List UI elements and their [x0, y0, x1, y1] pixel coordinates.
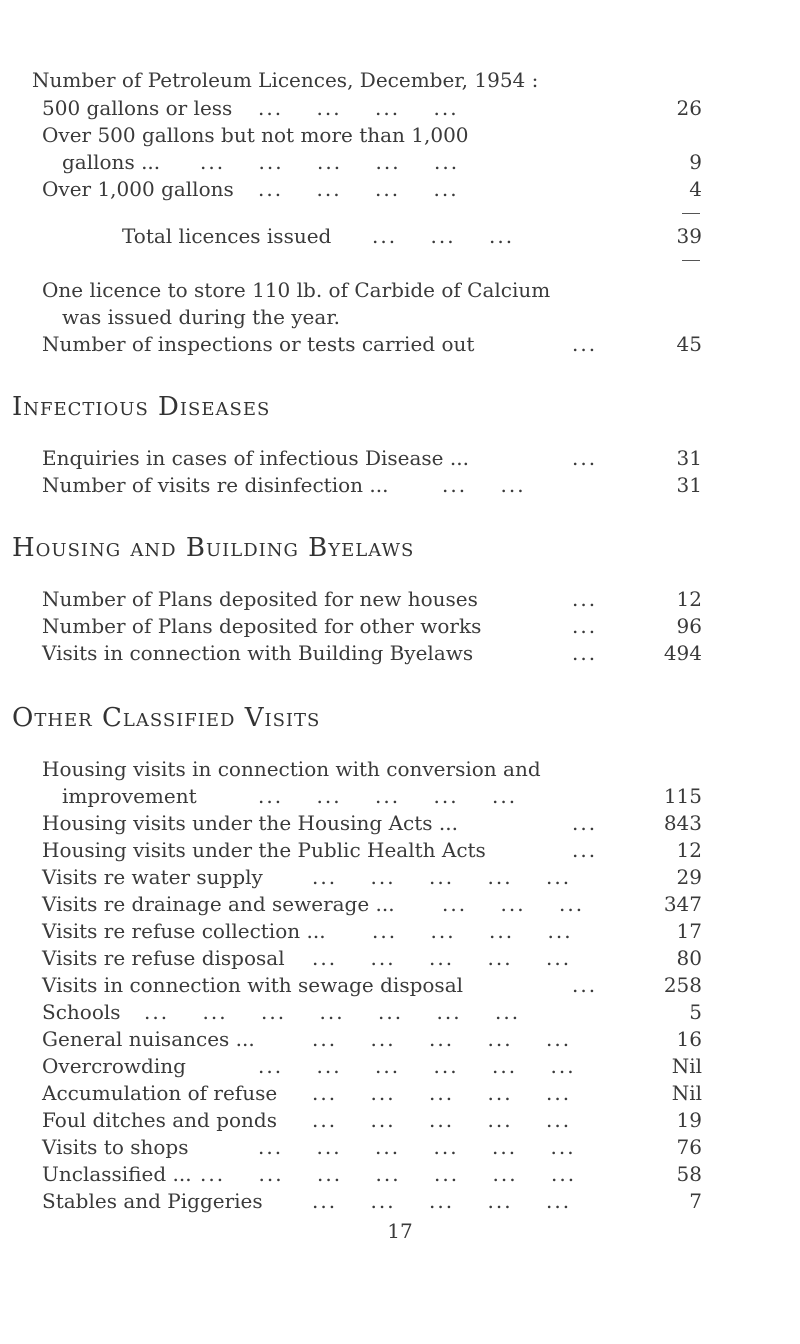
total-value: 39	[676, 224, 702, 248]
infectious-row-value: 31	[676, 446, 702, 470]
petroleum-row-label-cont: gallons ...	[62, 150, 161, 174]
leader-dots: ...	[572, 614, 598, 638]
leader-dots: ... ... ... ... ...	[312, 1027, 572, 1051]
carbide-note: One licence to store 110 lb. of Carbide of Calcium	[42, 278, 551, 302]
housing-row-value: 494	[663, 641, 702, 665]
section-heading: Housing and Building Byelaws	[12, 533, 415, 563]
other-row-label: General nuisances ...	[42, 1027, 255, 1051]
housing-row-label: Number of Plans deposited for new houses	[42, 587, 478, 611]
other-row-value: 58	[676, 1162, 702, 1186]
leader-dots: ... ... ... ...	[372, 919, 573, 943]
other-row-value: 76	[676, 1135, 702, 1159]
other-row-label: Stables and Piggeries	[42, 1189, 263, 1213]
section-heading: Infectious Diseases	[12, 392, 271, 422]
leader-dots: ... ... ... ... ... ...	[258, 1135, 576, 1159]
other-row-label: Housing visits under the Housing Acts ...	[42, 811, 458, 835]
other-row-label: Unclassified ...	[42, 1162, 192, 1186]
other-row-value: 7	[689, 1189, 702, 1213]
leader-dots: ...	[572, 973, 598, 997]
infectious-row-label: Enquiries in cases of infectious Disease ...	[42, 446, 469, 470]
other-row-value: 5	[689, 1000, 702, 1024]
inspections-value: 45	[676, 332, 702, 356]
leader-dots: ... ... ... ... ...	[312, 1081, 572, 1105]
other-row-value: Nil	[671, 1054, 702, 1078]
other-row-value: 19	[676, 1108, 702, 1132]
other-row-value: Nil	[671, 1081, 702, 1105]
leader-dots: ... ... ... ... ...	[258, 784, 518, 808]
leader-dots: ... ... ... ... ...	[200, 150, 460, 174]
total-rule-top	[682, 213, 700, 214]
leader-dots: ... ... ... ... ...	[312, 1108, 572, 1132]
housing-row-label: Number of Plans deposited for other works	[42, 614, 482, 638]
leader-dots: ... ... ... ...	[258, 177, 459, 201]
leader-dots: ...	[572, 641, 598, 665]
housing-row-label: Visits in connection with Building Byelaws	[42, 641, 474, 665]
inspections-label: Number of inspections or tests carried out	[42, 332, 475, 356]
carbide-note-cont: was issued during the year.	[62, 305, 341, 329]
petroleum-title: Number of Petroleum Licences, December, 1954 :	[32, 68, 539, 92]
leader-dots: ...	[572, 332, 598, 356]
other-row-label: Visits to shops	[42, 1135, 189, 1159]
other-row-label: Visits re drainage and sewerage ...	[42, 892, 395, 916]
infectious-row-value: 31	[676, 473, 702, 497]
other-row-value: 347	[663, 892, 702, 916]
leader-dots: ...	[572, 587, 598, 611]
petroleum-row-value: 26	[676, 96, 702, 120]
leader-dots: ...	[572, 446, 598, 470]
other-row-label: Schools	[42, 1000, 121, 1024]
petroleum-row-label: Over 500 gallons but not more than 1,000	[42, 123, 469, 147]
petroleum-row-label: 500 gallons or less	[42, 96, 233, 120]
other-row-value: 17	[676, 919, 702, 943]
other-row-value: 16	[676, 1027, 702, 1051]
housing-row-value: 96	[676, 614, 702, 638]
other-row-label: Overcrowding	[42, 1054, 186, 1078]
leader-dots: ... ... ... ... ...	[312, 946, 572, 970]
other-row-value: 843	[663, 811, 702, 835]
other-row-label: Housing visits in connection with conversion and	[42, 757, 541, 781]
other-row-label: Visits in connection with sewage disposal	[42, 973, 464, 997]
other-row-value: 80	[676, 946, 702, 970]
leader-dots: ... ... ...	[442, 892, 585, 916]
infectious-row-label: Number of visits re disinfection ...	[42, 473, 389, 497]
leader-dots: ... ... ...	[372, 224, 515, 248]
total-rule-bottom	[682, 260, 700, 261]
other-row-value: 258	[663, 973, 702, 997]
leader-dots: ... ... ... ... ...	[312, 1189, 572, 1213]
leader-dots: ...	[572, 811, 598, 835]
other-row-value: 29	[676, 865, 702, 889]
other-row-label-cont: improvement	[62, 784, 197, 808]
other-row-value: 12	[676, 838, 702, 862]
leader-dots: ... ... ... ... ...	[312, 865, 572, 889]
other-row-label: Visits re water supply	[42, 865, 263, 889]
other-row-label: Foul ditches and ponds	[42, 1108, 277, 1132]
page-number: 17	[387, 1219, 413, 1243]
leader-dots: ... ... ... ...	[258, 96, 459, 120]
other-row-label: Housing visits under the Public Health Acts	[42, 838, 486, 862]
leader-dots: ... ...	[442, 473, 526, 497]
leader-dots: ... ... ... ... ... ...	[258, 1054, 576, 1078]
petroleum-row-value: 9	[689, 150, 702, 174]
petroleum-row-label: Over 1,000 gallons	[42, 177, 234, 201]
other-row-label: Visits re refuse disposal	[42, 946, 285, 970]
housing-row-value: 12	[676, 587, 702, 611]
section-heading: Other Classified Visits	[12, 703, 321, 733]
leader-dots: ... ... ... ... ... ... ...	[200, 1162, 577, 1186]
other-row-label: Visits re refuse collection ...	[42, 919, 326, 943]
other-row-label: Accumulation of refuse	[42, 1081, 278, 1105]
leader-dots: ... ... ... ... ... ... ...	[144, 1000, 521, 1024]
leader-dots: ...	[572, 838, 598, 862]
petroleum-row-value: 4	[689, 177, 702, 201]
other-row-value: 115	[663, 784, 702, 808]
total-label: Total licences issued	[122, 224, 332, 248]
